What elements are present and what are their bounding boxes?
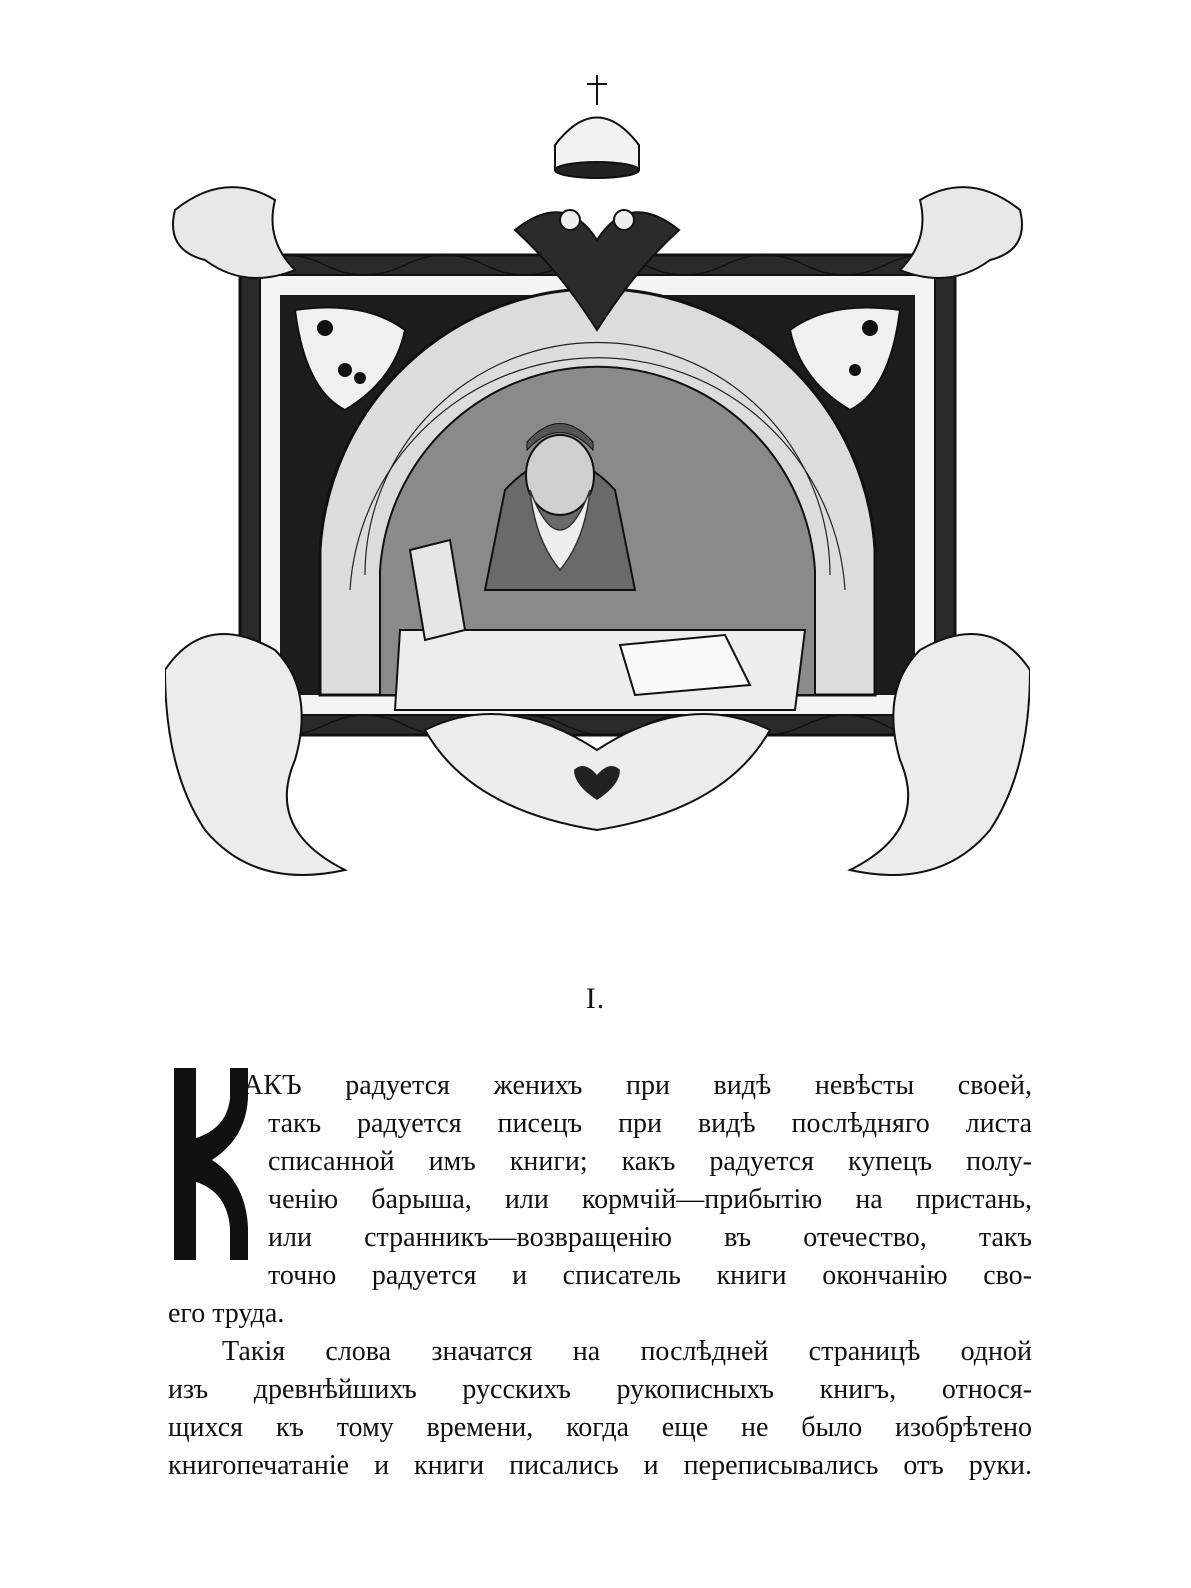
text-line: АКЪ радуется женихъ при видѣ невѣсты своей, — [243, 1070, 1032, 1101]
drop-cap-letter — [172, 1068, 250, 1260]
text-line: его труда. — [168, 1298, 285, 1329]
text-line: списанной имъ книги; какъ радуется купецъ полу- — [268, 1146, 1032, 1177]
text-line: точно радуется и списатель книги окончанію сво- — [268, 1260, 1032, 1291]
text-line: такъ радуется писецъ при видѣ послѣдняго листа — [268, 1108, 1032, 1139]
text-line: Такія слова значатся на послѣдней страницѣ одной — [222, 1336, 1032, 1367]
text-line: или странникъ—возвращенію въ отечество, такъ — [268, 1222, 1032, 1253]
chapter-number: I. — [585, 982, 606, 1015]
ornamental-vignette-scribe-icon — [165, 70, 1030, 900]
text-line: ченію барыша, или кормчій—прибытію на пристань, — [268, 1184, 1032, 1215]
text-line: щихся къ тому времени, когда еще не было изобрѣтено — [168, 1412, 1032, 1443]
text-line: книгопечатаніе и книги писались и переписывались отъ руки. — [168, 1450, 1032, 1481]
text-line: изъ древнѣйшихъ русскихъ рукописныхъ книгъ, относя- — [168, 1374, 1032, 1405]
svg-text:К: К — [172, 1068, 173, 1069]
